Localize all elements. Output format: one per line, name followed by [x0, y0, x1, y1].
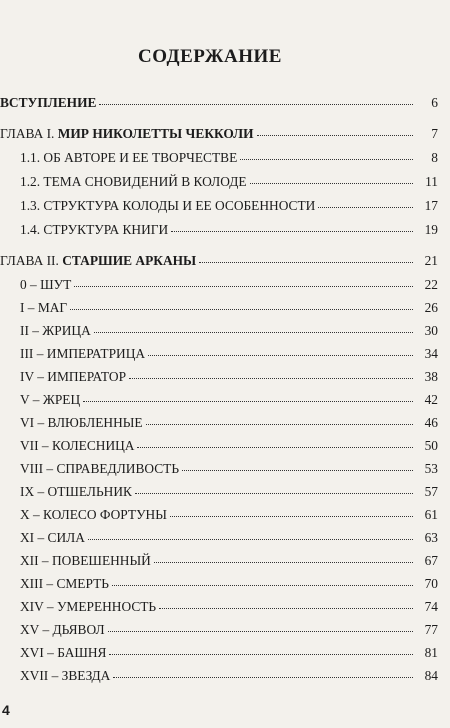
toc-entry-label: XIV – УМЕРЕННОСТЬ	[20, 599, 157, 614]
dot-leader	[113, 676, 413, 678]
toc-entry-1-4[interactable]	[20, 222, 450, 238]
toc-entry-label: III – ИМПЕРАТРИЦА	[20, 346, 146, 361]
toc-entry-label: II – ЖРИЦА	[20, 323, 91, 338]
toc-page-number: 84	[424, 668, 438, 683]
chapter-title: СТАРШИЕ АРКАНЫ	[62, 253, 197, 268]
toc-entry-label: XV – ДЬЯВОЛ	[20, 622, 105, 637]
toc-entry-label: XVI – БАШНЯ	[20, 645, 107, 660]
toc-entry-introduction[interactable]	[0, 95, 450, 111]
dot-leader	[112, 584, 413, 586]
dot-leader	[99, 103, 413, 105]
dot-leader	[199, 261, 413, 263]
dot-leader	[137, 446, 413, 448]
dot-leader	[159, 607, 413, 609]
toc-entry-arcana-8[interactable]	[20, 461, 450, 477]
toc-entry-chapter-2[interactable]	[0, 253, 450, 269]
toc-page-number: 30	[424, 323, 438, 338]
dot-leader	[182, 469, 413, 471]
dot-leader	[154, 561, 413, 563]
dot-leader	[146, 423, 413, 425]
toc-page-number: 70	[424, 576, 438, 591]
toc-entry-arcana-16[interactable]	[20, 645, 450, 661]
toc-entry-label: X – КОЛЕСО ФОРТУНЫ	[20, 507, 167, 522]
dot-leader	[109, 653, 413, 655]
toc-page-number: 63	[424, 530, 438, 545]
toc-entry-label	[0, 126, 254, 142]
toc-entry-label: 0 – ШУТ	[20, 277, 72, 292]
toc-entry-arcana-0[interactable]	[20, 277, 450, 293]
toc-entry-arcana-6[interactable]	[20, 415, 450, 431]
dot-leader	[170, 515, 413, 517]
toc-entry-label: IX – ОТШЕЛЬНИК	[20, 484, 132, 499]
chapter-title: МИР НИКОЛЕТТЫ ЧЕККОЛИ	[57, 126, 254, 141]
toc-page-number: 74	[424, 599, 438, 614]
toc-entry-arcana-12[interactable]	[20, 553, 450, 569]
toc-entry-label: 1.2. ТЕМА СНОВИДЕНИЙ В КОЛОДЕ	[20, 174, 247, 189]
toc-page-number: 19	[424, 222, 438, 237]
toc-entry-arcana-14[interactable]	[20, 599, 450, 615]
toc-entry-arcana-1[interactable]	[20, 300, 450, 316]
toc-entry-arcana-13[interactable]	[20, 576, 450, 592]
dot-leader	[171, 230, 413, 232]
toc-entry-arcana-9[interactable]	[20, 484, 450, 500]
toc-page-number: 77	[424, 622, 438, 637]
dot-leader	[148, 354, 413, 356]
toc-entry-label: V – ЖРЕЦ	[20, 392, 81, 407]
toc-entry-label: XII – ПОВЕШЕННЫЙ	[20, 553, 151, 568]
toc-page-number: 8	[431, 150, 438, 165]
toc-page-number: 38	[424, 369, 438, 384]
toc-entry-label: ВСТУПЛЕНИЕ	[0, 95, 97, 110]
toc-entry-arcana-3[interactable]	[20, 346, 450, 362]
dot-leader	[129, 377, 413, 379]
toc-entry-label: VIII – СПРАВЕДЛИВОСТЬ	[20, 461, 180, 476]
toc-entry-label: VI – ВЛЮБЛЕННЫЕ	[20, 415, 143, 430]
toc-entry-arcana-10[interactable]	[20, 507, 450, 523]
dot-leader	[83, 400, 413, 402]
dot-leader	[70, 308, 413, 310]
toc-page-number: 34	[424, 346, 438, 361]
dot-leader	[318, 206, 413, 208]
toc-page-number: 26	[424, 300, 438, 315]
toc-page-number: 81	[424, 645, 438, 660]
toc-page-number: 21	[424, 253, 438, 268]
toc-page-number: 6	[431, 95, 438, 110]
toc-entry-label	[0, 253, 196, 269]
toc-entry-1-2[interactable]	[20, 174, 450, 190]
toc-entry-arcana-4[interactable]	[20, 369, 450, 385]
page-title: СОДЕРЖАНИЕ	[138, 46, 282, 67]
toc-entry-label: 1.3. СТРУКТУРА КОЛОДЫ И ЕЕ ОСОБЕННОСТИ	[20, 198, 316, 213]
dot-leader	[240, 158, 413, 160]
toc-page-number: 67	[424, 553, 438, 568]
dot-leader	[257, 134, 413, 136]
toc-entry-label: XVII – ЗВЕЗДА	[20, 668, 111, 683]
toc-entry-label: I – МАГ	[20, 300, 68, 315]
dot-leader	[94, 331, 413, 333]
dot-leader	[135, 492, 413, 494]
chapter-prefix: ГЛАВА I.	[0, 126, 58, 141]
toc-page-number: 42	[424, 392, 438, 407]
toc-entry-arcana-15[interactable]	[20, 622, 450, 638]
chapter-prefix: ГЛАВА II.	[0, 253, 63, 268]
toc-page-number: 53	[424, 461, 438, 476]
toc-page-number: 50	[424, 438, 438, 453]
toc-page-number: 61	[424, 507, 438, 522]
toc-page-number: 11	[425, 174, 438, 189]
toc-page-number: 22	[424, 277, 438, 292]
toc-entry-chapter-1[interactable]	[0, 126, 450, 142]
dot-leader	[74, 285, 413, 287]
toc-page-number: 17	[424, 198, 438, 213]
toc-entry-label: 1.1. ОБ АВТОРЕ И ЕЕ ТВОРЧЕСТВЕ	[20, 150, 238, 165]
toc-entry-1-3[interactable]	[20, 198, 450, 214]
toc-page-number: 7	[431, 126, 438, 141]
toc-entry-arcana-5[interactable]	[20, 392, 450, 408]
dot-leader	[250, 182, 413, 184]
toc-entry-1-1[interactable]	[20, 150, 450, 166]
toc-page-number: 57	[424, 484, 438, 499]
toc-entry-arcana-7[interactable]	[20, 438, 450, 454]
toc-entry-label: VII – КОЛЕСНИЦА	[20, 438, 135, 453]
toc-entry-label: XIII – СМЕРТЬ	[20, 576, 109, 591]
toc-entry-label: XI – СИЛА	[20, 530, 85, 545]
toc-entry-arcana-17[interactable]	[20, 668, 450, 684]
page-folio-number: 4	[2, 702, 10, 718]
toc-page-number: 46	[424, 415, 438, 430]
toc-entry-label: IV – ИМПЕРАТОР	[20, 369, 127, 384]
toc-entry-arcana-11[interactable]	[20, 530, 450, 546]
dot-leader	[88, 538, 413, 540]
dot-leader	[108, 630, 413, 632]
toc-entry-arcana-2[interactable]	[20, 323, 450, 339]
toc-entry-label: 1.4. СТРУКТУРА КНИГИ	[20, 222, 169, 237]
